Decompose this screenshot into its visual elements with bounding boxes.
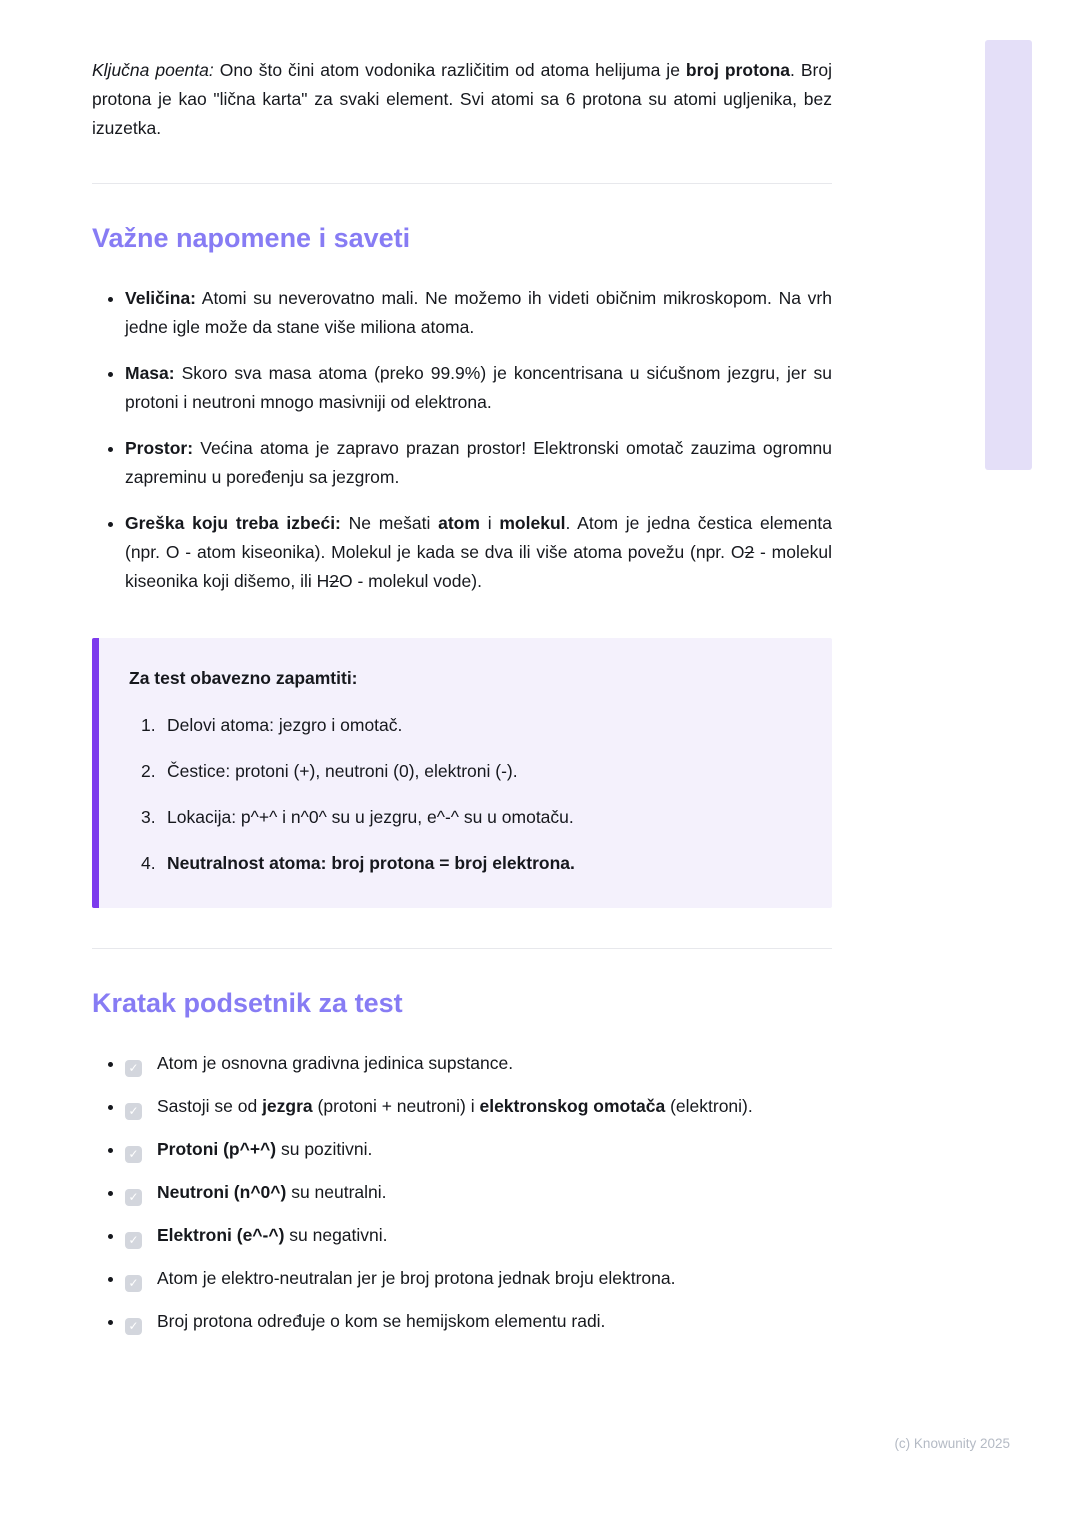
text-run: su neutralni. (286, 1182, 387, 1202)
text-run: O - molekul vode). (338, 571, 482, 591)
list-item (125, 434, 832, 492)
check-icon: • ✓ (128, 1147, 139, 1161)
check-icon: • ✓ (128, 1104, 139, 1118)
notes-list (92, 284, 832, 596)
callout-list (129, 711, 802, 878)
text-run: Lokacija: p^+^ i n^0^ su u jezgru, e^-^ su u omotaču. (167, 807, 574, 827)
bold-run: molekul (499, 513, 566, 533)
list-number: 4. (141, 853, 156, 873)
text-run: Atom je elektro-neutralan jer je broj protona jednak broju elektrona. (157, 1268, 676, 1288)
list-item (129, 757, 802, 786)
text-run: Sastoji se od (157, 1096, 263, 1116)
bold-run: Veličina: (125, 288, 197, 308)
checked-checkbox[interactable] (125, 1060, 142, 1077)
text-run: Skoro sva masa atoma (preko 99.9%) je koncentrisana u sićušnom jezgru, jer su protoni i neutroni mnogo masivniji od elektrona. (125, 363, 832, 412)
strikethrough-run: 2 (329, 571, 339, 591)
divider (92, 948, 832, 949)
text-run: (protoni + neutroni) i (312, 1096, 480, 1116)
check-icon: • ✓ (128, 1190, 139, 1204)
italic-run: Ključna poenta: (92, 60, 214, 80)
text-run: su pozitivni. (276, 1139, 373, 1159)
check-icon: • ✓ (128, 1276, 139, 1290)
bold-run: Masa: (125, 363, 175, 383)
section-title-notes: Važne napomene i saveti (92, 223, 411, 253)
text-run: su negativni. (284, 1225, 388, 1245)
text-run: Atomi su neverovatno mali. Ne možemo ih videti običnim mikroskopom. Na vrh jedne igle može da stane više miliona atoma. (125, 288, 832, 337)
bold-run: Neutralnost atoma: broj protona = broj elektrona. (167, 853, 575, 873)
bold-run: Neutroni (n^0^) (157, 1182, 287, 1202)
check-icon: • ✓ (128, 1061, 139, 1075)
bold-run: jezgra (262, 1096, 313, 1116)
list-item (125, 509, 832, 596)
text-run: Ono što čini atom vodonika različitim od atoma helijuma je (213, 60, 686, 80)
bold-run: Greška koju treba izbeći: (125, 513, 341, 533)
checklist-item (125, 1092, 832, 1120)
checklist-item (125, 1307, 832, 1335)
checklist-item (125, 1264, 832, 1292)
check-icon: • ✓ (128, 1233, 139, 1247)
text-run: Ne mešati (340, 513, 439, 533)
text-run: Čestice: protoni (+), neutroni (0), elektroni (-). (167, 761, 518, 781)
document-content (92, 56, 832, 1350)
text-run: i (479, 513, 500, 533)
list-number: 1. (141, 715, 156, 735)
checked-checkbox[interactable] (125, 1146, 142, 1163)
divider (92, 183, 832, 184)
list-number: 3. (141, 807, 156, 827)
text-run: Delovi atoma: jezgro i omotač. (167, 715, 403, 735)
checked-checkbox[interactable] (125, 1275, 142, 1292)
copyright-notice: (c) Knowunity 2025 (894, 1436, 1010, 1451)
text-run: . Broj protona je kao "lična karta" za svaki element. Svi atomi sa 6 protona su atomi ugljenika, bez izuzetka. (92, 60, 832, 138)
intro-paragraph (92, 56, 832, 143)
list-item (125, 359, 832, 417)
checked-checkbox[interactable] (125, 1318, 142, 1335)
checked-checkbox[interactable] (125, 1189, 142, 1206)
bold-run: broj protona (685, 60, 791, 80)
text-run: Atom je osnovna gradivna jedinica supstance. (157, 1053, 514, 1073)
bold-run: Elektroni (e^-^) (157, 1225, 285, 1245)
list-item (129, 711, 802, 740)
bold-run: Protoni (p^+^) (157, 1139, 277, 1159)
checklist (92, 1049, 832, 1335)
text-run: Broj protona određuje o kom se hemijskom elementu radi. (157, 1311, 606, 1331)
checked-checkbox[interactable] (125, 1232, 142, 1249)
text-run: Većina atoma je zapravo prazan prostor! Elektronski omotač zauzima ogromnu zapreminu u poređenju sa jezgrom. (125, 438, 832, 487)
check-icon: • ✓ (128, 1319, 139, 1333)
checked-checkbox[interactable] (125, 1103, 142, 1120)
checklist-item (125, 1135, 832, 1163)
checklist-item (125, 1178, 832, 1206)
text-run: . Atom je jedna čestica elementa (npr. O - atom kiseonika). Molekul je kada se dva ili više atoma povežu (npr. O (125, 513, 832, 562)
checklist-item (125, 1221, 832, 1249)
text-run: (elektroni). (665, 1096, 753, 1116)
list-item (129, 803, 802, 832)
checklist-item (125, 1049, 832, 1077)
callout-box (92, 638, 832, 908)
section-title-recap: Kratak podsetnik za test (92, 988, 403, 1018)
strikethrough-run: 2 (744, 542, 755, 562)
callout-title: Za test obavezno zapamtiti: (129, 668, 358, 688)
bold-run: atom (438, 513, 480, 533)
list-number: 2. (141, 761, 156, 781)
text-run: - molekul kiseonika koji dišemo, ili H (125, 542, 832, 591)
scroll-indicator[interactable] (985, 40, 1032, 470)
list-item (129, 849, 802, 878)
bold-run: Prostor: (125, 438, 194, 458)
bold-run: elektronskog omotača (479, 1096, 666, 1116)
list-item (125, 284, 832, 342)
